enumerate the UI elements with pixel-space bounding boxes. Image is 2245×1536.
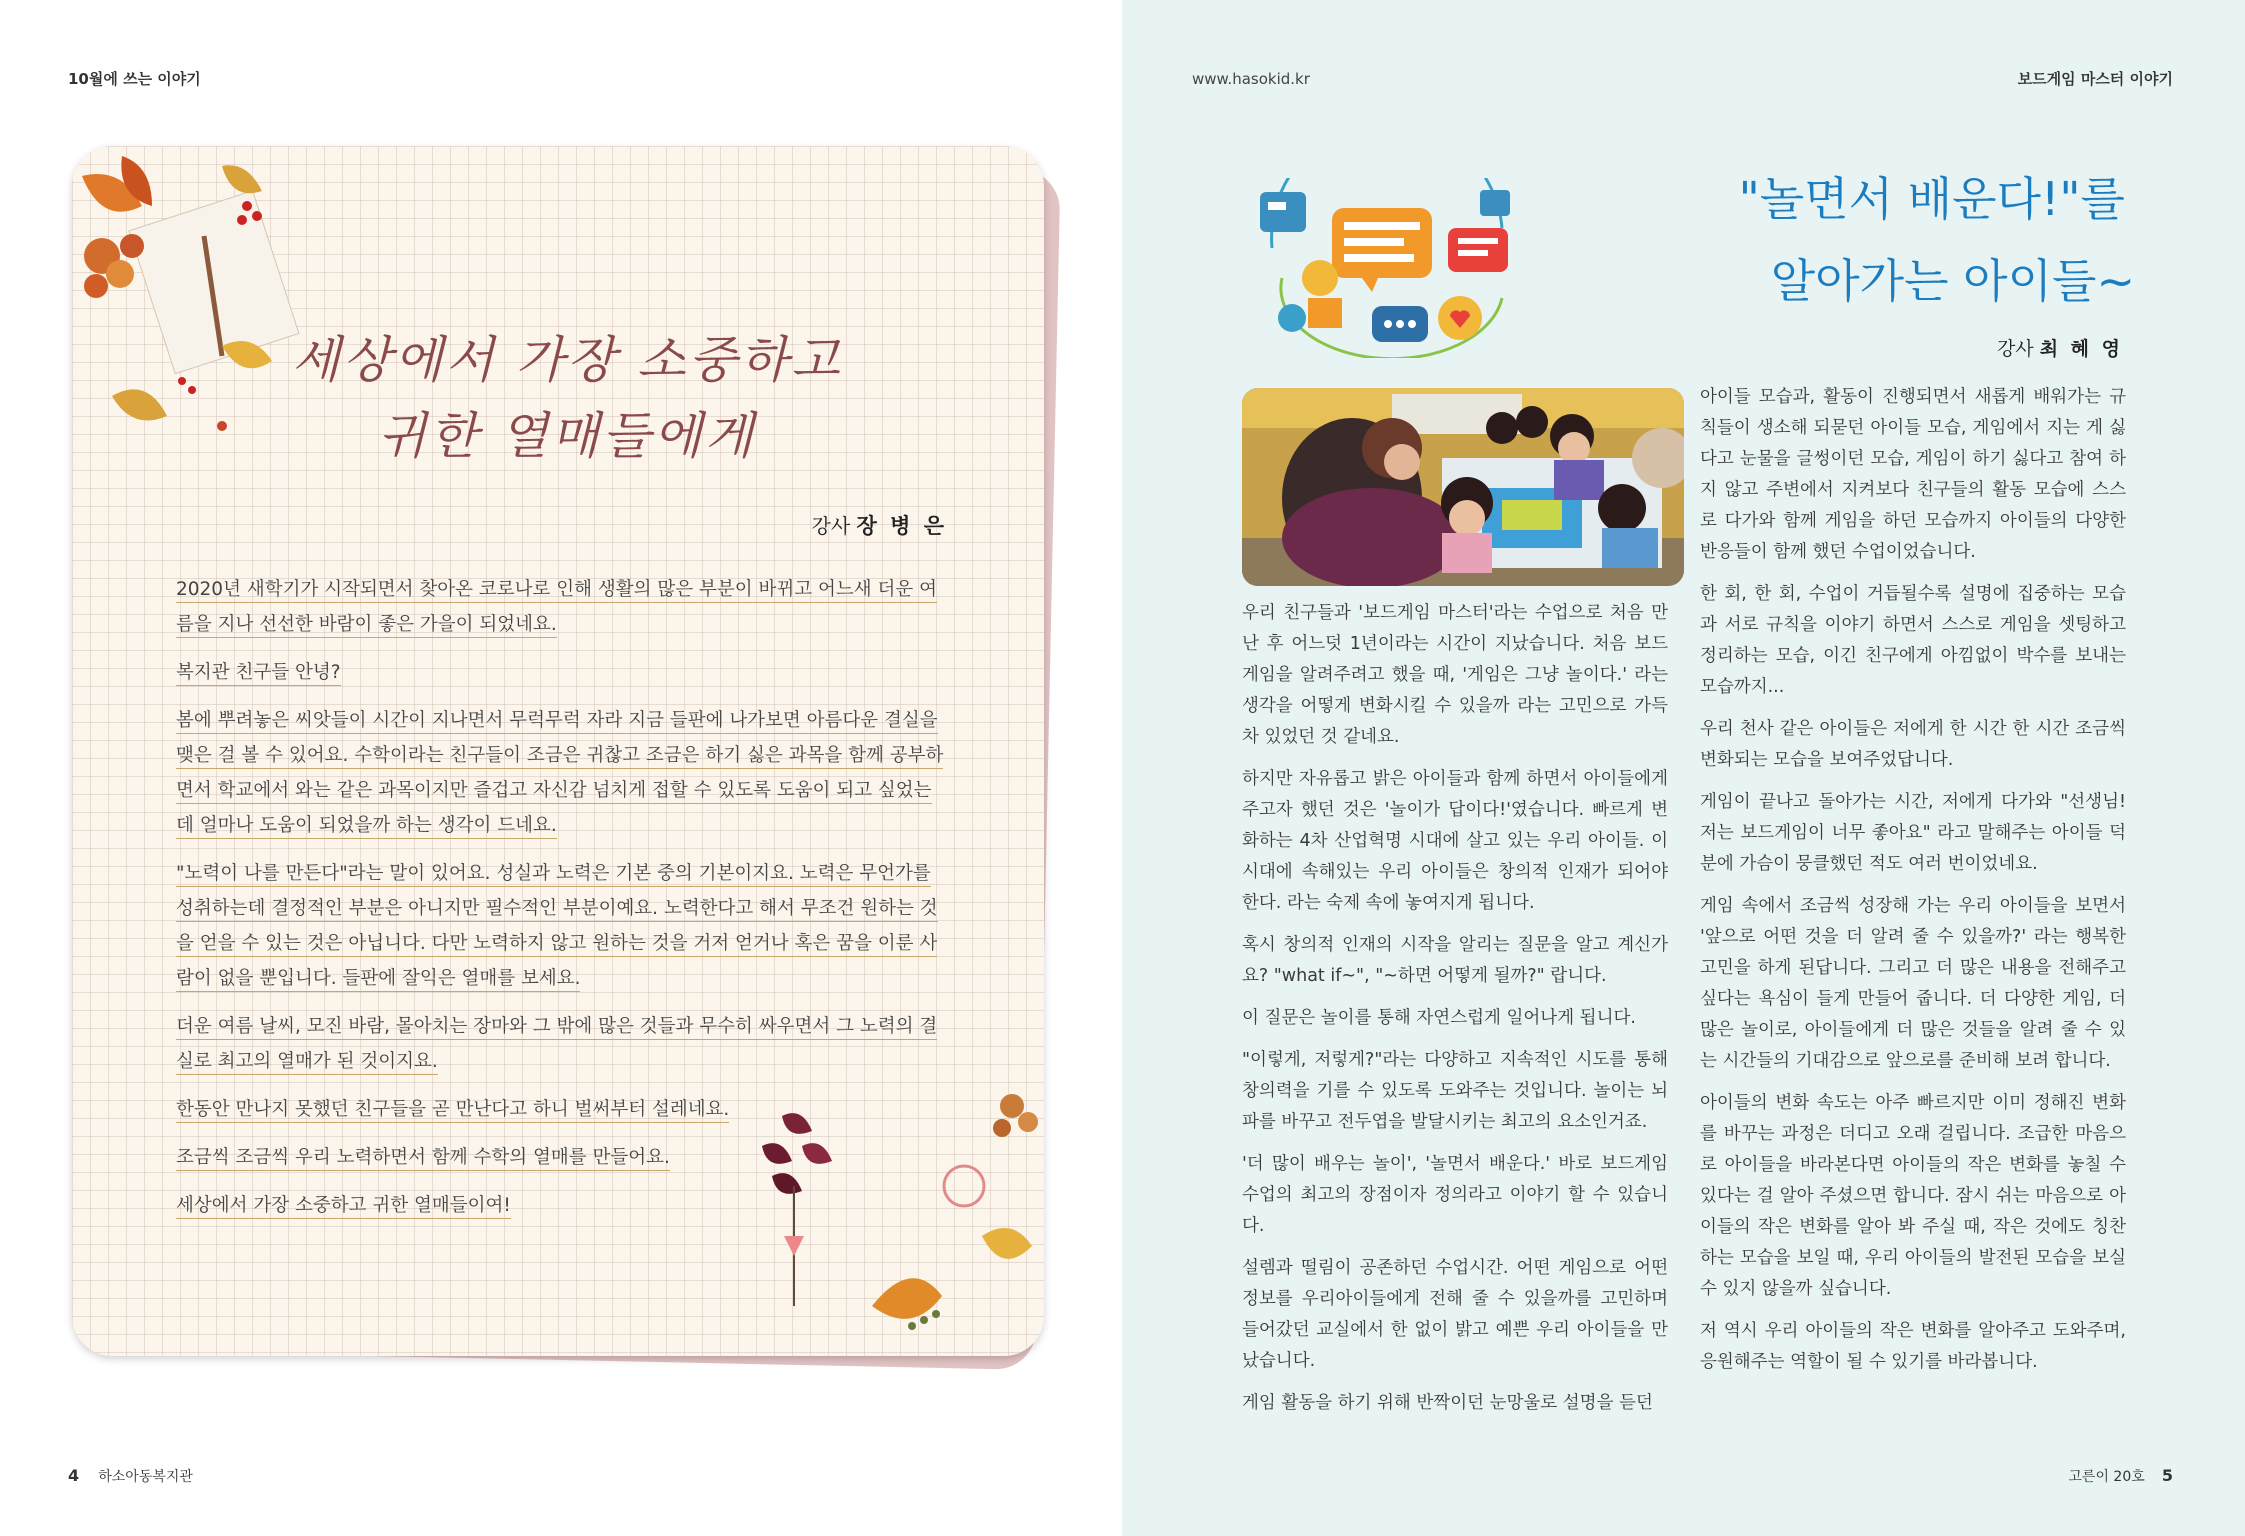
- paragraph: 저 역시 우리 아이들의 작은 변화를 알아주고 도와주며, 응원해주는 역할이 될 수 있기를 바라봅니다.: [1700, 1321, 2126, 1372]
- article-column-right: [1700, 382, 2126, 1389]
- article-column-left: [1242, 598, 1668, 1430]
- right-page: [1122, 0, 2245, 1536]
- headline-line-2: 알아가는 아이들~: [1770, 254, 2135, 308]
- paragraph: 한 회, 한 회, 수업이 거듭될수록 설명에 집중하는 모습과 서로 규칙을 이야기 하면서 스스로 게임을 셋팅하고 정리하는 모습, 이긴 친구에게 아낌없이 박수를 보내는 모습까지...: [1700, 584, 2126, 697]
- page-footer: [2068, 1466, 2173, 1486]
- issue-label: 고른이 20호: [2068, 1469, 2145, 1485]
- byline-label: 강사: [1996, 338, 2034, 360]
- paragraph: 더운 여름 날씨, 모진 바람, 몰아치는 장마와 그 밖에 많은 것들과 무수히 싸우면서 그 노력의 결실로 최고의 열매가 된 것이지요.: [176, 1009, 946, 1079]
- paragraph: 2020년 새학기가 시작되면서 찾아온 코로나로 인해 생활의 많은 부분이 바뀌고 어느새 더운 여름을 지나 선선한 바람이 좋은 가을이 되었네요.: [176, 572, 946, 642]
- paragraph: 우리 천사 같은 아이들은 저에게 한 시간 한 시간 조금씩 변화되는 모습을 보여주었답니다.: [1700, 719, 2126, 770]
- classroom-photo: [1242, 388, 1684, 586]
- paragraph: 복지관 친구들 안녕?: [176, 655, 946, 690]
- author-name: 장 병 은: [856, 514, 947, 538]
- author-name: 최 혜 영: [2039, 338, 2123, 360]
- page-number: 5: [2161, 1466, 2173, 1485]
- page-footer: [68, 1466, 193, 1486]
- paragraph: 봄에 뿌려놓은 씨앗들이 시간이 지나면서 무럭무럭 자라 지금 들판에 나가보면 아름다운 결실을 맺은 걸 볼 수 있어요. 수학이라는 친구들이 조금은 귀찮고 조금은 하기 싫은 과목을 함께 공부하면서 학교에서 와는 같은 과목이지만 즐겁고 자신감 넘치게 접할 수 있도록 도움이 되고 싶었는데 얼마나 도움이 되었을까 하는 생각이 드네요.: [176, 703, 946, 843]
- paragraph: 아이들의 변화 속도는 아주 빠르지만 이미 정해진 변화를 바꾸는 과정은 더디고 오래 걸립니다. 조급한 마음으로 아이들을 바라본다면 아이들의 작은 변화를 놓칠 수 있다는 걸 알아 주셨으면 합니다. 잠시 쉬는 마음으로 아이들의 작은 변화를 알아 봐 주실 때, 작은 것에도 칭찬하는 모습을 보일 때, 우리 아이들의 발전된 모습을 보실 수 있지 않을까 싶습니다.: [1700, 1093, 2126, 1299]
- byline-label: 강사: [811, 514, 851, 538]
- paragraph: 게임이 끝나고 돌아가는 시간, 저에게 다가와 "선생님! 저는 보드게임이 너무 좋아요" 라고 말해주는 아이들 덕분에 가슴이 뭉클했던 적도 여러 번이었네요.: [1700, 792, 2126, 874]
- paragraph: 설렘과 떨림이 공존하던 수업시간. 어떤 게임으로 어떤 정보를 우리아이들에게 전해 줄 수 있을까를 고민하며 들어갔던 교실에서 한 없이 밝고 예쁜 우리 아이들을 만났습니다.: [1242, 1258, 1668, 1371]
- title-line-1: 세상에서 가장 소중하고: [291, 331, 843, 389]
- article-headline: [1738, 158, 2135, 322]
- speech-bubbles-icon: [1252, 178, 1552, 358]
- org-name: 하소아동복지관: [98, 1469, 193, 1485]
- byline: [1997, 334, 2123, 361]
- left-page: [0, 0, 1122, 1536]
- paragraph: 한동안 만나지 못했던 친구들을 곧 만난다고 하니 벌써부터 설레네요.: [176, 1092, 946, 1127]
- byline: [812, 510, 947, 540]
- headline-line-1: "놀면서 배운다!"를: [1738, 172, 2125, 226]
- title-line-2: 귀한 열매들에게: [378, 407, 756, 465]
- paragraph: 게임 속에서 조금씩 성장해 가는 우리 아이들을 보면서 '앞으로 어떤 것을 더 알려 줄 수 있을까?' 라는 행복한 고민을 하게 된답니다. 그리고 더 많은 내용을 전해주고 싶다는 욕심이 들게 만들어 줍니다. 더 다양한 게임, 더 많은 놀이로, 아이들에게 더 많은 것들을 알려 줄 수 있는 시간들의 기대감으로 앞으로를 준비해 보려 합니다.: [1700, 896, 2126, 1071]
- running-head: 10월에 쓰는 이야기: [68, 70, 201, 88]
- letter-body: [176, 572, 946, 1236]
- paragraph: 혹시 창의적 인재의 시작을 알리는 질문을 알고 계신가요? "what if~", "~하면 어떻게 될까?" 랍니다.: [1242, 935, 1668, 986]
- paragraph: 우리 친구들과 '보드게임 마스터'라는 수업으로 처음 만난 후 어느덧 1년이라는 시간이 지났습니다. 처음 보드게임을 알려주려고 했을 때, '게임은 그냥 놀이다.' 라는 생각을 어떻게 변화시킬 수 있을까 라는 고민으로 가득 차 있었던 것 같네요.: [1242, 603, 1668, 747]
- paragraph: 아이들 모습과, 활동이 진행되면서 새롭게 배워가는 규칙들이 생소해 되묻던 아이들 모습, 게임에서 지는 게 싫다고 눈물을 글썽이던 모습, 게임이 하기 싫다고 참여 하지 않고 주변에서 지켜보다 친구들의 활동 모습에 스스로 다가와 함께 게임을 하던 모습까지 아이들의 다양한 반응들이 함께 했던 수업이었습니다.: [1700, 387, 2126, 562]
- paragraph: 조금씩 조금씩 우리 노력하면서 함께 수학의 열매를 만들어요.: [176, 1140, 946, 1175]
- page-number: 4: [68, 1466, 80, 1485]
- paragraph: 게임 활동을 하기 위해 반짝이던 눈망울로 설명을 듣던: [1242, 1393, 1653, 1413]
- running-head: 보드게임 마스터 이야기: [2017, 70, 2173, 88]
- paragraph: '더 많이 배우는 놀이', '놀면서 배운다.' 바로 보드게임 수업의 최고의 장점이자 정의라고 이야기 할 수 있습니다.: [1242, 1154, 1668, 1236]
- page-title: [72, 322, 1044, 474]
- website-url[interactable]: www.hasokid.kr: [1192, 70, 1310, 88]
- paragraph: 세상에서 가장 소중하고 귀한 열매들이여!: [176, 1188, 946, 1223]
- paragraph: "이렇게, 저렇게?"라는 다양하고 지속적인 시도를 통해 창의력을 기를 수 있도록 도와주는 것입니다. 놀이는 뇌파를 바꾸고 전두엽을 발달시키는 최고의 요소인거죠.: [1242, 1050, 1668, 1132]
- paragraph: 하지만 자유롭고 밝은 아이들과 함께 하면서 아이들에게 주고자 했던 것은 '놀이가 답이다!'였습니다. 빠르게 변화하는 4차 산업혁명 시대에 살고 있는 우리 아이들. 이 시대에 속해있는 우리 아이들은 창의적 인재가 되어야 한다. 라는 숙제 속에 놓여지게 됩니다.: [1242, 769, 1668, 913]
- paragraph: 이 질문은 놀이를 통해 자연스럽게 일어나게 됩니다.: [1242, 1008, 1636, 1028]
- paragraph: "노력이 나를 만든다"라는 말이 있어요. 성실과 노력은 기본 중의 기본이지요. 노력은 무언가를 성취하는데 결정적인 부분은 아니지만 필수적인 부분이예요. 노력한다고 해서 무조건 원하는 것을 얻을 수 있는 것은 아닙니다. 다만 노력하지 않고 원하는 것을 거저 얻거나 혹은 꿈을 이룬 사람이 없을 뿐입니다. 들판에 잘익은 열매를 보세요.: [176, 856, 946, 996]
